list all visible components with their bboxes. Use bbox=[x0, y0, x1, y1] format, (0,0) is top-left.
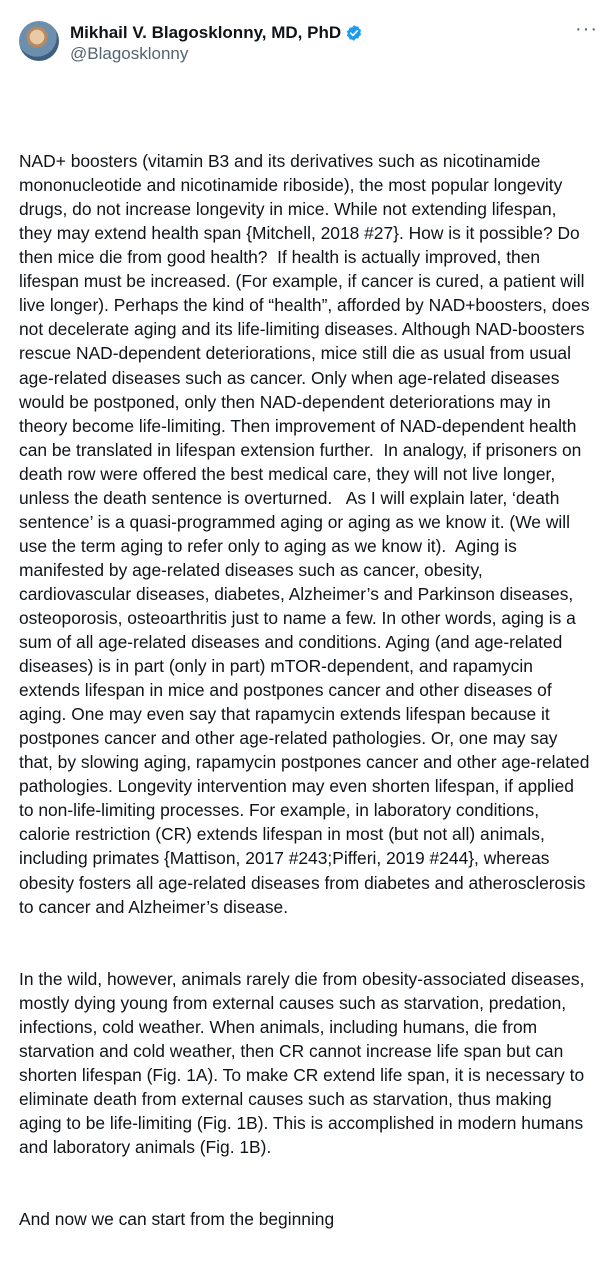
tweet-paragraph-3: And now we can start from the beginning bbox=[19, 1209, 335, 1230]
tweet-paragraph-2: In the wild, however, animals rarely die from obesity-associated diseases, mostly dying young from external causes such as starvation, predation, infections, cold weather. When animals, including humans, die from starvation and cold weather, then CR cannot increase life span but can shorten lifespan (Fig. 1A). To make CR extend life span, it is necessary to eliminate death from external causes such as starvation, thus making aging to be life-limiting (Fig. 1B). This is accomplished in modern humans and laboratory animals (Fig. 1B). bbox=[19, 968, 590, 1158]
verified-badge-icon bbox=[345, 24, 363, 42]
author-names bbox=[70, 18, 598, 65]
author-handle[interactable]: @Blagosklonny bbox=[70, 44, 189, 64]
more-options-icon[interactable]: ··· bbox=[575, 18, 598, 40]
tweet-text bbox=[19, 101, 595, 1279]
tweet-paragraph-1: NAD+ boosters (vitamin B3 and its derivatives such as nicotinamide mononucleotide and nicotinamide riboside), the most popular longevity drugs, do not increase longevity in mice. While not extending lifespan, they may extend health span {Mitchell, 2018 #27}. How is it possible? Do then mice die from good health? If health is actually improved, then lifespan must be increased. (For example, if cancer is cured, a patient will live longer). Perhaps the kind of “health”, afforded by NAD+boosters, does not decelerate aging and its life-limiting diseases. Although NAD-boosters rescue NAD-dependent deteriorations, mice still die as usual from usual age-related diseases such as cancer. Only when age-related diseases would be postponed, only then NAD-dependent deteriorations may in theory become life-limiting. Then improvement of NAD-dependent health can be translated in lifespan extension further. In analogy, if prisoners on death row were offered the best medical care, they will not live longer, unless the death sentence is overturned. As I will explain later, ‘death sentence’ is a quasi-programmed aging or aging as we know it. (We will use the term aging to refer only to aging as we know it). Aging is manifested by age-related diseases such as cancer, obesity, cardiovascular diseases, diabetes, Alzheimer’s and Parkinson diseases, osteoporosis, osteoarthritis just to name a few. In other words, aging is a sum of all age-related diseases and conditions. Aging (and age-related diseases) is in part (only in part) mTOR-dependent, and rapamycin extends lifespan in mice and postpones cancer and other diseases of aging. One may even say that rapamycin extends lifespan because it postpones cancer and other age-related pathologies. Or, one may say that, by slowing aging, rapamycin postpones cancer and other age-related pathologies. Longevity intervention may even shorten lifespan, if applied to non-life-limiting processes. For example, in laboratory conditions, calorie restriction (CR) extends lifespan in most (but not all) animals, including primates {Mattison, 2017 #243;Pifferi, 2019 #244}, whereas obesity fosters all age-related diseases from diabetes and atherosclerosis to cancer and Alzheimer’s disease. bbox=[19, 151, 595, 917]
author-name-row[interactable] bbox=[70, 18, 598, 43]
author-name[interactable]: Mikhail V. Blagosklonny, MD, PhD bbox=[70, 23, 342, 42]
author-avatar[interactable] bbox=[19, 21, 59, 61]
tweet-header bbox=[19, 18, 598, 68]
